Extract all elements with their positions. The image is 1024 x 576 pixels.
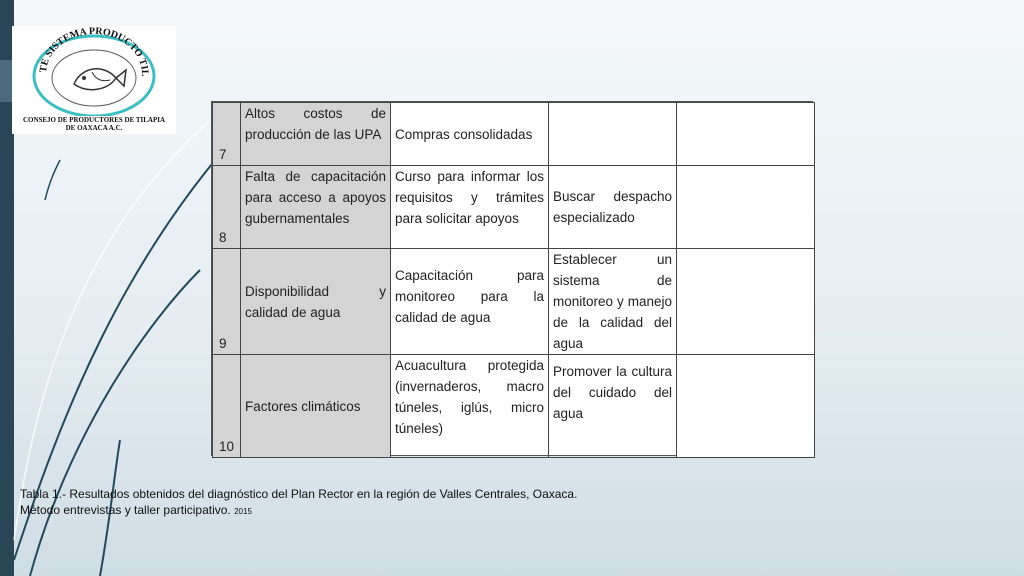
table-caption [20, 486, 577, 520]
action2-cell: Promover la cultura del cuidado del agua [549, 355, 677, 458]
action2-cell: Buscar despacho especializado [549, 166, 677, 249]
logo-caption [12, 116, 176, 132]
table-row [213, 355, 815, 458]
row-number: 9 [213, 249, 241, 355]
logo-caption-line2: DE OAXACA A.C. [65, 124, 123, 132]
row-number: 7 [213, 103, 241, 166]
extra-cell [677, 103, 815, 166]
action-cell: Curso para informar los requisitos y trámites para solicitar apoyos [391, 166, 549, 249]
caption-line1: Tabla 1.- Resultados obtenidos del diagnóstico del Plan Rector en la región de Valles Centrales, Oaxaca. [20, 487, 578, 501]
problem-cell: Falta de capacitación para acceso a apoyos gubernamentales [241, 166, 391, 249]
row-number: 10 [213, 355, 241, 458]
problem-cell: Factores climáticos [241, 355, 391, 458]
logo [12, 26, 176, 134]
extra-cell [677, 166, 815, 249]
row-number: 8 [213, 166, 241, 249]
logo-emblem [12, 26, 176, 116]
results-table [211, 101, 813, 456]
extra-cell [677, 249, 815, 355]
logo-ring-text: TE SISTEMA PRODUCTO TIL [37, 26, 151, 77]
extra-cell [677, 355, 815, 458]
table-row [213, 103, 815, 166]
table-row [213, 249, 815, 355]
problem-cell: Disponibilidad y calidad de agua [241, 249, 391, 355]
caption-line2 [20, 502, 577, 520]
action-cell: Acuacultura protegida (invernaderos, macro túneles, iglús, micro túneles) [391, 355, 549, 458]
action-cell: Compras consolidadas [391, 103, 549, 166]
caption-method: Método entrevistas y taller participativo. [20, 503, 231, 517]
action2-cell [549, 103, 677, 166]
problem-cell: Altos costos de producción de las UPA [241, 103, 391, 166]
action2-cell: Establecer un sistema de monitoreo y manejo de la calidad del agua [549, 249, 677, 355]
table-row [213, 166, 815, 249]
action-cell: Capacitación para monitoreo para la calidad de agua [391, 249, 549, 355]
caption-year: 2015 [234, 507, 252, 516]
logo-caption-line1: CONSEJO DE PRODUCTORES DE TILAPIA [22, 116, 166, 124]
